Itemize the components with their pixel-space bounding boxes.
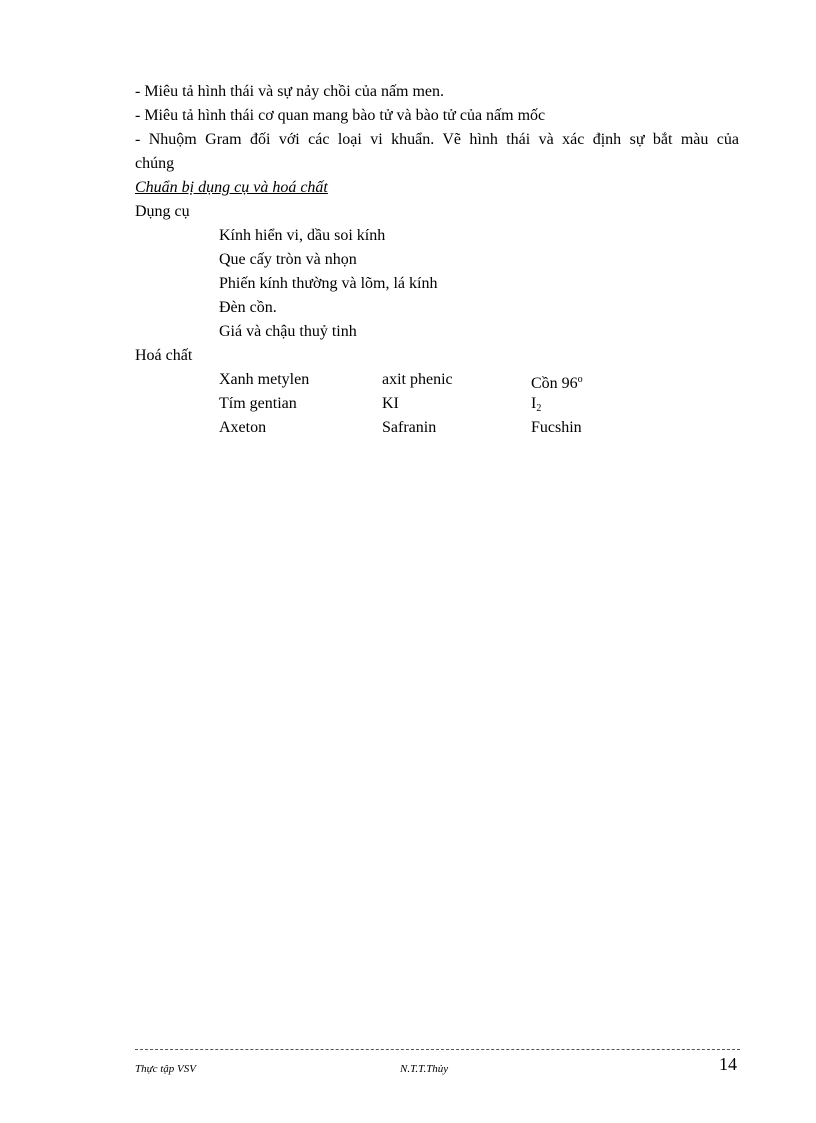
equipment-item: Kính hiển vi, dầu soi kính (219, 227, 386, 244)
degree-superscript: o (577, 374, 583, 385)
bullet-line-continuation: chúng (135, 155, 175, 172)
footer-course: Thực tập VSV (135, 1063, 196, 1075)
chemical-cell: Tím gentian (219, 395, 297, 412)
equipment-item: Que cấy tròn và nhọn (219, 251, 357, 268)
chemical-cell: Fucshin (531, 419, 582, 436)
footer-author: N.T.T.Thủy (400, 1063, 449, 1075)
chemical-cell: KI (382, 395, 399, 412)
footer-divider (135, 1049, 740, 1050)
chemicals-label: Hoá chất (135, 347, 193, 364)
bullet-line: - Miêu tả hình thái và sự nảy chồi của nấm men. (135, 83, 445, 100)
equipment-label: Dụng cụ (135, 203, 190, 220)
chemical-cell: Safranin (382, 419, 437, 436)
bullet-line: - Nhuộm Gram đối với các loại vi khuẩn. Vẽ hình thái và xác định sự bắt màu của (135, 131, 739, 148)
chemical-cell: $I_2$ (531, 395, 542, 414)
chemical-cell: Cồn 96$^o$ (531, 374, 583, 392)
chemical-cell: Xanh metylen (219, 371, 310, 388)
subscript: 2 (536, 403, 542, 414)
equipment-item: Giá và chậu thuỷ tinh (219, 323, 357, 340)
page-number: 14 (719, 1054, 737, 1074)
section-heading: Chuẩn bị dụng cụ và hoá chất (135, 179, 328, 196)
chemical-cell: Axeton (219, 419, 267, 436)
equipment-item: Phiến kính thường và lõm, lá kính (219, 275, 438, 292)
chemical-cell: axit phenic (382, 371, 453, 388)
bullet-line: - Miêu tả hình thái cơ quan mang bào tử và bào tử của nấm mốc (135, 107, 546, 124)
equipment-item: Đèn cồn. (219, 299, 277, 316)
